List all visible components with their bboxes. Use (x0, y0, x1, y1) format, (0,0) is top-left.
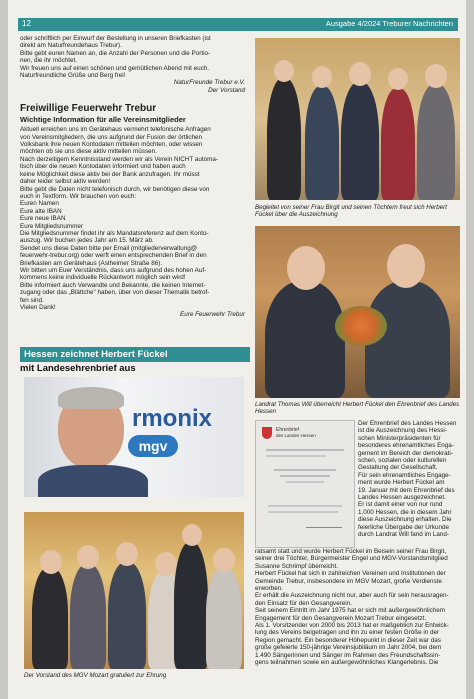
text-line: Für sein ehrenamtliches Engage- (358, 471, 451, 479)
ehrenbrief-text-continued (255, 548, 461, 667)
hessen-title-line2: mit Landesehrenbrief aus (20, 363, 136, 374)
ehrenbrief-text (358, 420, 462, 539)
text-line: Die Mitgliedsnummer findet ihr als Mandatsreferenz auf dem Konto- (20, 229, 209, 237)
issue-label: Ausgabe 4/2024 Treburer Nachrichten (325, 19, 453, 28)
intro-text (20, 35, 245, 94)
herbert-portrait-photo (24, 377, 244, 497)
text-line: nen, die ihr möchtet. (20, 57, 78, 65)
text-line: kommens keine individuelle Rückantwort möglich sein wird! (20, 274, 186, 282)
mgv-group-photo (24, 512, 244, 669)
text-line: diese Auszeichnung erhalten. Die (358, 516, 452, 524)
text-line: ist die Auszeichnung des Hessi- (358, 427, 447, 435)
text-line: Bitte gebt die Daten nicht telefonisch durch, wir benötigen diese von (20, 185, 210, 193)
left-column (20, 35, 245, 319)
text-line: direkt am Naturfreundehaus Trebur). (20, 42, 122, 50)
text-line: 19. Januar mit dem Ehrenbrief des (358, 486, 455, 494)
certificate-title: Ehrenbrief (276, 427, 300, 433)
text-line: Volksbank ihre neuen Kontodaten mitteilen möchten, oder wissen (20, 141, 203, 149)
text-line: Bitte gebt euren Namen an, die Anzahl der Personen und die Portio- (20, 49, 211, 57)
landrat-photo (255, 226, 460, 398)
family-photo (255, 38, 460, 200)
text-line: Euren Namen (20, 200, 59, 208)
text-line: daher leider selbst aktiv werden! (20, 178, 111, 186)
text-line: den Einsatz für den Gesangverein. (255, 599, 352, 607)
text-line: Nach derzeitigem Kenntnisstand werden wir als Verein NICHT automa- (20, 155, 218, 163)
text-line: Seit seinem Eintritt im Jahr 1975 hat er sich mit außergewöhnlichem (255, 607, 446, 615)
banner-lettering: rmonix (132, 405, 213, 432)
feuerwehr-body (20, 126, 245, 311)
text-line: Der Ehrenbrief des Landes Hessen (358, 420, 457, 427)
flower-bouquet (335, 306, 387, 346)
text-line: feuerwehr-trebur.org) oder werft einen entsprechenden Brief in den (20, 252, 207, 260)
text-line: Eure neue IBAN (20, 215, 66, 223)
text-line: schen, sozialen oder kulturellen (358, 457, 447, 465)
text-line: ment wurde Herbert Fückel am (358, 479, 445, 487)
newspaper-page (8, 0, 466, 699)
intro-signature-2: Der Vorstand (208, 86, 245, 94)
text-line: Eure Mitgliedsnummer (20, 222, 83, 230)
text-line: lung des Vereins beigetragen und ihn zu einer festen Größe in der (255, 629, 440, 637)
text-line: schen Ministerpräsidenten für (358, 434, 441, 442)
feuerwehr-article (20, 103, 245, 319)
text-line: fen sind. (20, 296, 44, 304)
text-line: Als 1. Vorsitzender von 2000 bis 2013 hat er maßgeblich zur Entwick- (255, 622, 449, 630)
text-line: große gefeierte 150-jährige Vereinsjubiläum im Jahr 2004, bei dem (255, 644, 442, 652)
text-line: besonderes ehrenamtliches Enga- (358, 442, 454, 450)
text-line: tisch über die neuen Kontodaten informiert und haben auch (20, 163, 186, 171)
hessen-coat-of-arms (262, 427, 272, 439)
mgv-logo: mgv (128, 435, 178, 457)
text-line: Aktuell erreichen uns im Gerätehaus vermehrt telefonische Anfragen (20, 126, 211, 134)
text-line: Engagement für den Gesangverein Mozart Trebur eingesetzt. (255, 614, 427, 622)
text-line: keine Möglichkeit diese aktiv bei der Bank anzufragen. Ihr müsst (20, 170, 200, 178)
text-line: erworben. (255, 585, 284, 593)
text-line: Gemeinde Trebur, insbesondere im MGV Mozart, große Verdienste (255, 577, 442, 585)
certificate-photo (255, 420, 355, 548)
page-header (18, 18, 458, 31)
text-line: Er erhält die Auszeichnung nicht nur, aber auch für sein herausragen- (255, 592, 449, 600)
text-line: gement im Bereich der demokrati- (358, 449, 453, 457)
text-line: ratsamt statt und wurde Herbert Fückel im Beisein seiner Frau Birgit, (255, 548, 447, 555)
mgv-caption: Der Vorstand des MGV Mozart gratuliert zur Ehrung (24, 672, 167, 679)
text-line: Er ist damit einer von nur rund (358, 501, 443, 509)
certificate-subtitle: des Landes Hessen (276, 433, 316, 438)
text-line: 1.490 Sängerinnen und Sänger im Rahmen des Freundschaftssin- (255, 651, 441, 659)
text-line: Wir bitten um Euer Verständnis, dass uns aufgrund des hohen Auf- (20, 266, 207, 274)
text-line: zugang oder das „Blättche" haben, über von dieser Thematik betrof- (20, 289, 210, 297)
text-line: von Vereinsmitgliedern, die uns aufgrund der Fusion der örtlichen (20, 133, 203, 141)
feuerwehr-title: Freiwillige Feuerwehr Trebur (20, 103, 157, 115)
text-line: Briefkasten am Gerätehaus (Astheimer Straße 86). (20, 259, 163, 267)
text-line: Vielen Dank! (20, 304, 56, 311)
hessen-heading (20, 347, 250, 374)
feuerwehr-signature: Eure Feuerwehr Trebur (180, 311, 245, 319)
family-caption: Begleitet von seiner Frau Birgit und seinen Töchtern freut sich Herbert Fückel über die Auszeichnung (255, 204, 447, 219)
text-line: durch Landrat Will fand im Land- (358, 531, 450, 539)
hessen-title-line1: Hessen zeichnet Herbert Fückel (20, 347, 250, 362)
text-line: Eure alte IBAN (20, 207, 62, 215)
text-line: Bitte informiert auch Verwandte und Bekannte, die keinen Internet- (20, 281, 206, 289)
text-line: möchten ob sie uns diese aktiv mitteilen müssen. (20, 148, 157, 156)
text-line: feierliche Übergabe der Urkunde (358, 523, 450, 531)
text-line: Herbert Fückel hat sich in zahlreichen Vereinen und Institutionen der (255, 570, 446, 578)
text-line: Naturfreundliche Grüße und Berg frei! (20, 72, 126, 80)
text-line: gens teilnahmen sowie ein außergewöhnliches Klangerlebnis. Die (255, 659, 439, 667)
text-line: oder schriftlich per Einwurf der Bestellung in unseren Briefkasten (ist (20, 35, 211, 42)
text-line: Susanne Schrimpf überreicht. (255, 562, 338, 570)
text-line: auszug. Wir buchen jedes Jahr am 15. März ab. (20, 237, 154, 245)
text-line: 1.000 Hessen, die in diesem Jahr (358, 508, 452, 516)
page-number: 12 (22, 19, 31, 28)
text-line: Wir freuen uns auf einen schönen und gemütlichen Abend mit euch. (20, 64, 210, 72)
text-line: Gestaltung der Gesellschaft. (358, 464, 438, 472)
feuerwehr-subtitle: Wichtige Information für alle Vereinsmitglieder (20, 115, 186, 125)
text-line: Landes Hessen ausgezeichnet. (358, 494, 446, 502)
text-line: Sendet uns diese Daten bitte per Email (mitgliederverwaltung@ (20, 244, 198, 252)
text-line: Region gemacht. Ein besonderer Höhepunkt in dieser Zeit war das (255, 636, 441, 644)
text-line: euch in Textform. Wir brauchen von euch: (20, 192, 137, 200)
text-line: seiner drei Töchter, Bürgermeister Engel und MGV-Vorstandsmitglied (255, 555, 448, 563)
intro-signature: NaturFreunde Trebur e.V. (173, 79, 245, 87)
landrat-caption: Landrat Thomas Will überreicht Herbert Fückel den Ehrenbrief des Landes Hessen (255, 401, 460, 416)
